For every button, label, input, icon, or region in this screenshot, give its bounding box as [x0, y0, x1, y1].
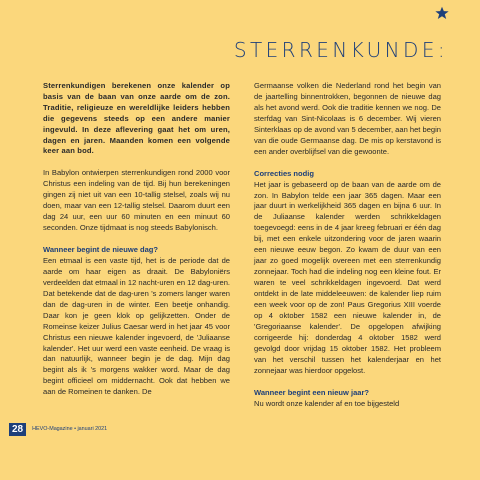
publication-label: HEVO-Magazine • januari 2021 [32, 426, 108, 432]
new-day-paragraph: Een etmaal is een vaste tijd, het is de periode dat de aarde om haar eigen as draait. De Babyloniërs verdeelden dat etmaal in 12 nacht-uren en 12 dag-uren. Dat betekende dat de dag-uren 's zomers langer waren dan de dag-uren in de winter. Een beetje onhandig. Daar kon je geen klok op gelijkzetten. Onder de Romeinse keizer Julius Caesar werd in het jaar 45 voor Christus een nieuwe kalender ingevoerd, de 'Juliaanse kalender'. Het uur werd een vaste eenheid. De vraag is dan natuurlijk, wanneer begin je de dag. Mijn dag begint als ik 's morgens wakker word. Maar de dag begint officieel om middernacht. Ook dat hebben we aan de Romeinen te danken. De [43, 255, 230, 397]
right-column [254, 81, 441, 410]
new-year-paragraph: Nu wordt onze kalender af en toe bijgesteld [254, 398, 400, 408]
intro-lead: Sterrenkundigen berekenen onze kalender op basis van de baan van onze aarde om de zon. Traditie, religieuze en wereldlijke leiders hebben die gegevens steeds op een andere manier ingevuld. In deze aflevering gaat het om uren, dagen en jaren. Maanden komen een volgende keer aan bod. [43, 81, 230, 156]
section-heading-new-day: Wanneer begint de nieuwe dag? [43, 244, 159, 254]
page-footer [9, 420, 107, 438]
babylon-paragraph: In Babylon ontwierpen sterrenkundigen rond 2000 voor Christus een indeling van de tijd. Bij hun berekeningen gingen zij niet uit van een 10-tallig stelsel, zoals wij nu doen, maar van een 12-tallig stelsel. Daarom duurt een dag 24 uur, een uur 60 minuten en een minuut 60 seconden. Onze tijdmaat is nog steeds Babylonisch. [43, 168, 230, 233]
star-logo-icon [435, 6, 449, 20]
page-title: STERRENKUNDE: [233, 38, 448, 62]
germanic-paragraph: Germaanse volken die Nederland rond het begin van de jaartelling binnentrokken, begonnen de nieuwe dag als het avond werd. Ook die traditie kennen we nog. De sterfdag van Sint-Nicolaas is 6 december. Wij vieren Sinterklaas op de avond van 5 december, aan het begin van die oude Germaanse dag. De mis op kerstavond is een ander overblijfsel van die gewoonte. [254, 81, 441, 156]
section-heading-new-year: Wanneer begint een nieuw jaar? [254, 387, 370, 397]
corrections-paragraph: Het jaar is gebaseerd op de baan van de aarde om de zon. In Babylon telde een jaar 365 dagen. Maar een jaar duurt in werkelijkheid 365 dagen en bijna 6 uur. In de Juliaanse kalender werden schrikkeldagen toegevoegd: eens in de 4 jaar kreeg februari er één dag bij, met een enkele uitzondering voor de jaren waarin een nieuwe eeuw begon. Zo kwam de duur van een jaar zo goed mogelijk overeen met een sterrenkundig zonnejaar. Toch had die indeling nog een kleine fout. Er waren te veel schrikkeldagen ingevoerd. Dat werd ontdekt in de late middeleeuwen: de kalender liep ruim een week voor op de zon! Paus Gregorius XIII voerde op 4 oktober 1582 een nieuwe kalender in, de 'Gregoriaanse kalender'. De opgelopen afwijking corrigeerde hij: donderdag 4 oktober 1582 werd gevolgd door vrijdag 15 oktober 1582. Het probleem van het verschil tussen het kalenderjaar en het zonnejaar was hierdoor opgelost. [254, 179, 441, 375]
page-number: 28 [9, 423, 26, 436]
left-column [43, 81, 230, 398]
section-heading-corrections: Correcties nodig [254, 168, 314, 178]
